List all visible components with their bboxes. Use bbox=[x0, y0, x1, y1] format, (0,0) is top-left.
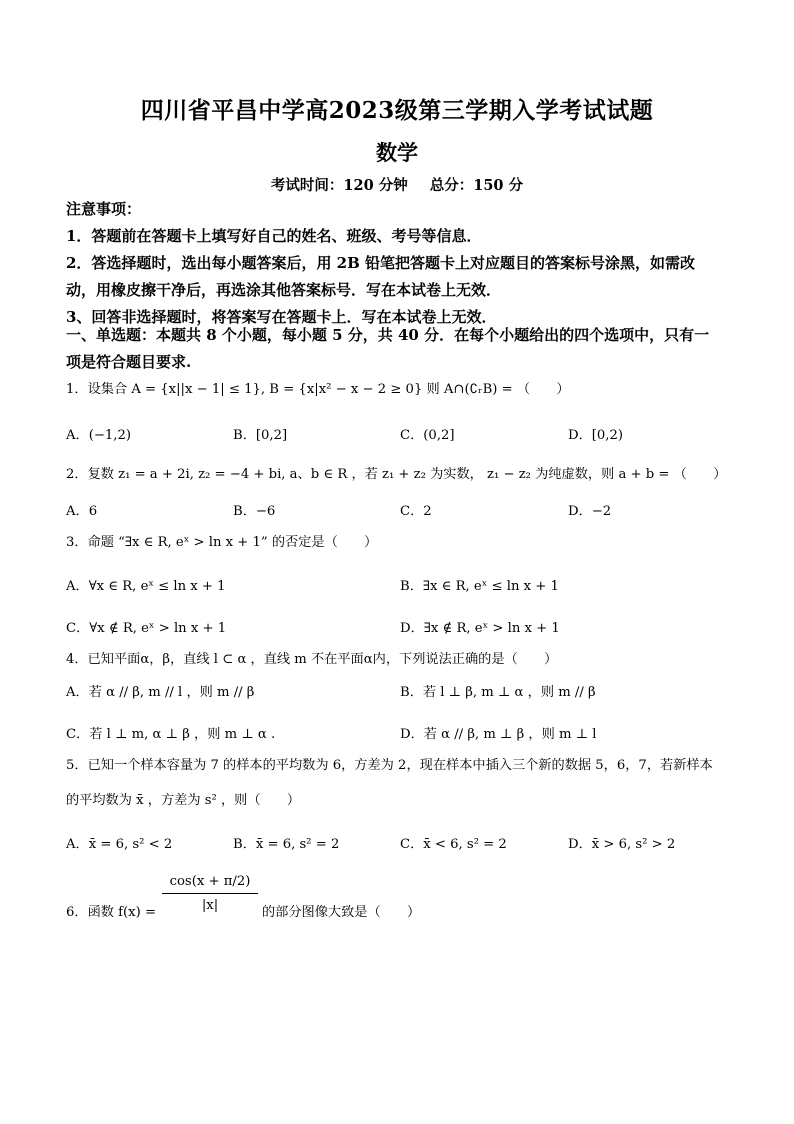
section-line: 项是符合题目要求. bbox=[66, 353, 192, 371]
question-1-options bbox=[66, 424, 746, 446]
section-line: 一、单选题：本题共 8 个小题，每小题 5 分，共 40 分．在每个小题给出的四个选项中，只有一 bbox=[66, 326, 710, 344]
note-item: 3、回答非选择题时，将答案写在答题卡上．写在本试卷上无效． bbox=[66, 308, 497, 326]
question-3-stem: 3．命题 “∃x ∈ R, eˣ > ln x + 1” 的否定是（ ） bbox=[66, 535, 378, 550]
option-a: A．(−1,2) bbox=[66, 428, 132, 443]
question-6-fraction bbox=[162, 868, 258, 913]
option-c: C．∀x ∉ R, eˣ > ln x + 1 bbox=[66, 621, 227, 636]
option-b: B．若 l ⊥ β, m ⊥ α ，则 m // β bbox=[400, 685, 596, 700]
note-item: 1．答题前在答题卡上填写好自己的姓名、班级、考号等信息． bbox=[66, 227, 482, 245]
section-heading bbox=[66, 322, 746, 376]
option-b: B．−6 bbox=[233, 504, 276, 519]
subject-title: 数学 bbox=[376, 140, 418, 165]
question-4-options-row2 bbox=[66, 723, 746, 745]
question-1-stem: 1．设集合 A = {x||x − 1| ≤ 1}, B = {x|x² − x − 2 ≥ 0} 则 A∩(∁ᵣB) = （ ） bbox=[66, 382, 570, 397]
fraction-denominator: |x| bbox=[201, 898, 219, 913]
option-a: A．6 bbox=[66, 504, 98, 519]
exam-title: 四川省平昌中学高2023级第三学期入学考试试题 bbox=[140, 97, 654, 124]
question-2-options bbox=[66, 500, 746, 522]
fraction-numerator: cos(x + π/2) bbox=[169, 874, 251, 889]
option-a: A．∀x ∈ R, eˣ ≤ ln x + 1 bbox=[66, 579, 226, 594]
option-b: B．[0,2] bbox=[233, 428, 288, 443]
question-5-stem-line1: 5．已知一个样本容量为 7 的样本的平均数为 6，方差为 2，现在样本中插入三个新的数据 5，6，7，若新样本 bbox=[66, 758, 713, 773]
option-b: B．x̄ = 6, s² = 2 bbox=[233, 837, 340, 852]
question-5-options bbox=[66, 833, 746, 855]
question-3-options-row1 bbox=[66, 575, 746, 597]
option-a: A．若 α // β, m // l ，则 m // β bbox=[66, 685, 255, 700]
option-c: C．2 bbox=[400, 504, 432, 519]
exam-meta bbox=[0, 174, 794, 195]
option-d: D．x̄ > 6, s² > 2 bbox=[568, 837, 676, 852]
note-item: 2．答选择题时，选出每小题答案后，用 2B 铅笔把答题卡上对应题目的答案标号涂黑，如需改 bbox=[66, 254, 696, 272]
note-item: 动，用橡皮擦干净后，再选涂其他答案标号．写在本试卷上无效． bbox=[66, 281, 502, 299]
question-5-stem-line2: 的平均数为 x̄ ，方差为 s² ，则（ ） bbox=[66, 793, 301, 808]
option-c: C．x̄ < 6, s² = 2 bbox=[400, 837, 507, 852]
question-6-prefix: 6．函数 f(x) = bbox=[66, 905, 156, 920]
notes-heading: 注意事项： bbox=[66, 200, 142, 218]
exam-score: 总分：150 分 bbox=[429, 177, 524, 194]
option-a: A．x̄ = 6, s² < 2 bbox=[66, 837, 173, 852]
exam-time: 考试时间：120 分钟 bbox=[270, 177, 408, 194]
option-d: D．若 α // β, m ⊥ β ，则 m ⊥ l bbox=[400, 727, 597, 742]
option-c: C．(0,2] bbox=[400, 428, 455, 443]
question-3-options-row2 bbox=[66, 617, 746, 639]
option-d: D．−2 bbox=[568, 504, 612, 519]
notes-block bbox=[66, 196, 746, 331]
option-d: D．∃x ∉ R, eˣ > ln x + 1 bbox=[400, 621, 560, 636]
question-2-stem: 2．复数 z₁ = a + 2i, z₂ = −4 + bi, a、b ∈ R ，若 z₁ + z₂ 为实数， z₁ − z₂ 为纯虚数，则 a + b = （ ） bbox=[66, 467, 727, 482]
question-6-suffix: 的部分图像大致是（ ） bbox=[262, 905, 421, 920]
question-4-options-row1 bbox=[66, 681, 746, 703]
option-b: B．∃x ∈ R, eˣ ≤ ln x + 1 bbox=[400, 579, 559, 594]
question-4-stem: 4．已知平面α，β，直线 l ⊂ α ，直线 m 不在平面α内，下列说法正确的是（ ） bbox=[66, 652, 558, 667]
option-d: D．[0,2) bbox=[568, 428, 624, 443]
option-c: C．若 l ⊥ m, α ⊥ β ，则 m ⊥ α . bbox=[66, 727, 276, 742]
